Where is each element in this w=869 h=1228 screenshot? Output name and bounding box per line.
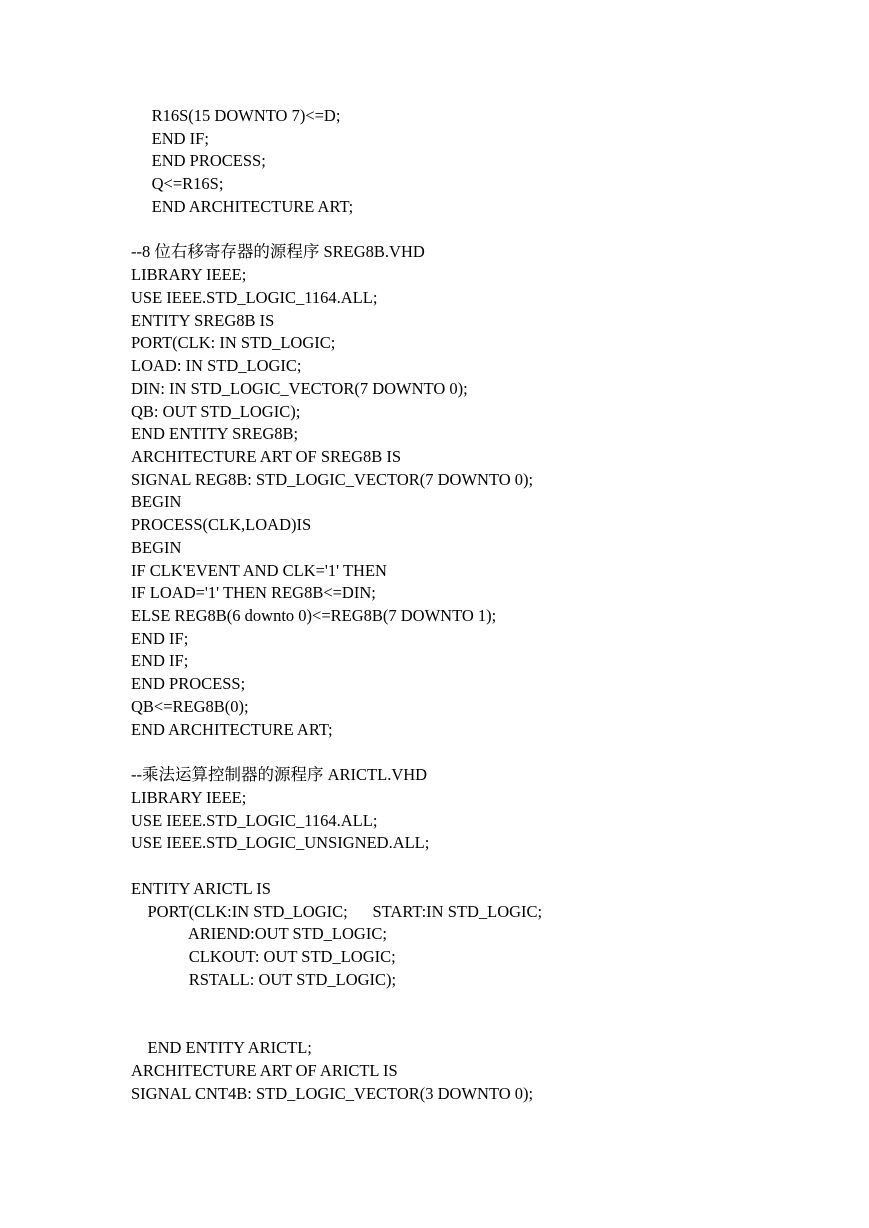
code-line: LIBRARY IEEE; bbox=[131, 788, 247, 807]
code-line: SIGNAL REG8B: STD_LOGIC_VECTOR(7 DOWNTO 0); bbox=[131, 470, 534, 489]
code-line: ENTITY SREG8B IS bbox=[131, 311, 275, 330]
code-line: PROCESS(CLK,LOAD)IS bbox=[131, 515, 312, 534]
code-line: ARCHITECTURE ART OF SREG8B IS bbox=[131, 447, 402, 466]
code-line: QB<=REG8B(0); bbox=[131, 697, 249, 716]
code-line: SIGNAL CNT4B: STD_LOGIC_VECTOR(3 DOWNTO 0); bbox=[131, 1084, 534, 1103]
code-line: USE IEEE.STD_LOGIC_UNSIGNED.ALL; bbox=[131, 833, 430, 852]
code-line: END IF; bbox=[131, 629, 189, 648]
code-line: LOAD: IN STD_LOGIC; bbox=[131, 356, 302, 375]
section-comment: --8 位右移寄存器的源程序 SREG8B.VHD bbox=[131, 242, 425, 261]
code-line: ARIEND:OUT STD_LOGIC; bbox=[131, 924, 387, 943]
code-line: ENTITY ARICTL IS bbox=[131, 879, 271, 898]
code-line: END ARCHITECTURE ART; bbox=[131, 197, 354, 216]
code-line: USE IEEE.STD_LOGIC_1164.ALL; bbox=[131, 288, 378, 307]
code-line: RSTALL: OUT STD_LOGIC); bbox=[131, 970, 397, 989]
code-line: LIBRARY IEEE; bbox=[131, 265, 247, 284]
code-line: Q<=R16S; bbox=[131, 174, 224, 193]
code-line: END ARCHITECTURE ART; bbox=[131, 720, 333, 739]
code-line: IF LOAD='1' THEN REG8B<=DIN; bbox=[131, 583, 376, 602]
code-line: ELSE REG8B(6 downto 0)<=REG8B(7 DOWNTO 1); bbox=[131, 606, 497, 625]
code-line: DIN: IN STD_LOGIC_VECTOR(7 DOWNTO 0); bbox=[131, 379, 468, 398]
code-line: IF CLK'EVENT AND CLK='1' THEN bbox=[131, 561, 387, 580]
code-line: END IF; bbox=[131, 129, 209, 148]
code-line: END PROCESS; bbox=[131, 674, 246, 693]
code-line: END ENTITY ARICTL; bbox=[131, 1038, 312, 1057]
code-line: ARCHITECTURE ART OF ARICTL IS bbox=[131, 1061, 398, 1080]
code-line: QB: OUT STD_LOGIC); bbox=[131, 402, 301, 421]
code-line: END IF; bbox=[131, 651, 189, 670]
code-line: PORT(CLK: IN STD_LOGIC; bbox=[131, 333, 336, 352]
code-line: BEGIN bbox=[131, 492, 182, 511]
code-line: CLKOUT: OUT STD_LOGIC; bbox=[131, 947, 396, 966]
code-line: PORT(CLK:IN STD_LOGIC; START:IN STD_LOGIC; bbox=[131, 902, 543, 921]
section-comment: --乘法运算控制器的源程序 ARICTL.VHD bbox=[131, 765, 428, 784]
code-line: BEGIN bbox=[131, 538, 182, 557]
code-line: END PROCESS; bbox=[131, 151, 266, 170]
code-line: USE IEEE.STD_LOGIC_1164.ALL; bbox=[131, 811, 378, 830]
code-line: END ENTITY SREG8B; bbox=[131, 424, 299, 443]
code-line: R16S(15 DOWNTO 7)<=D; bbox=[131, 106, 341, 125]
